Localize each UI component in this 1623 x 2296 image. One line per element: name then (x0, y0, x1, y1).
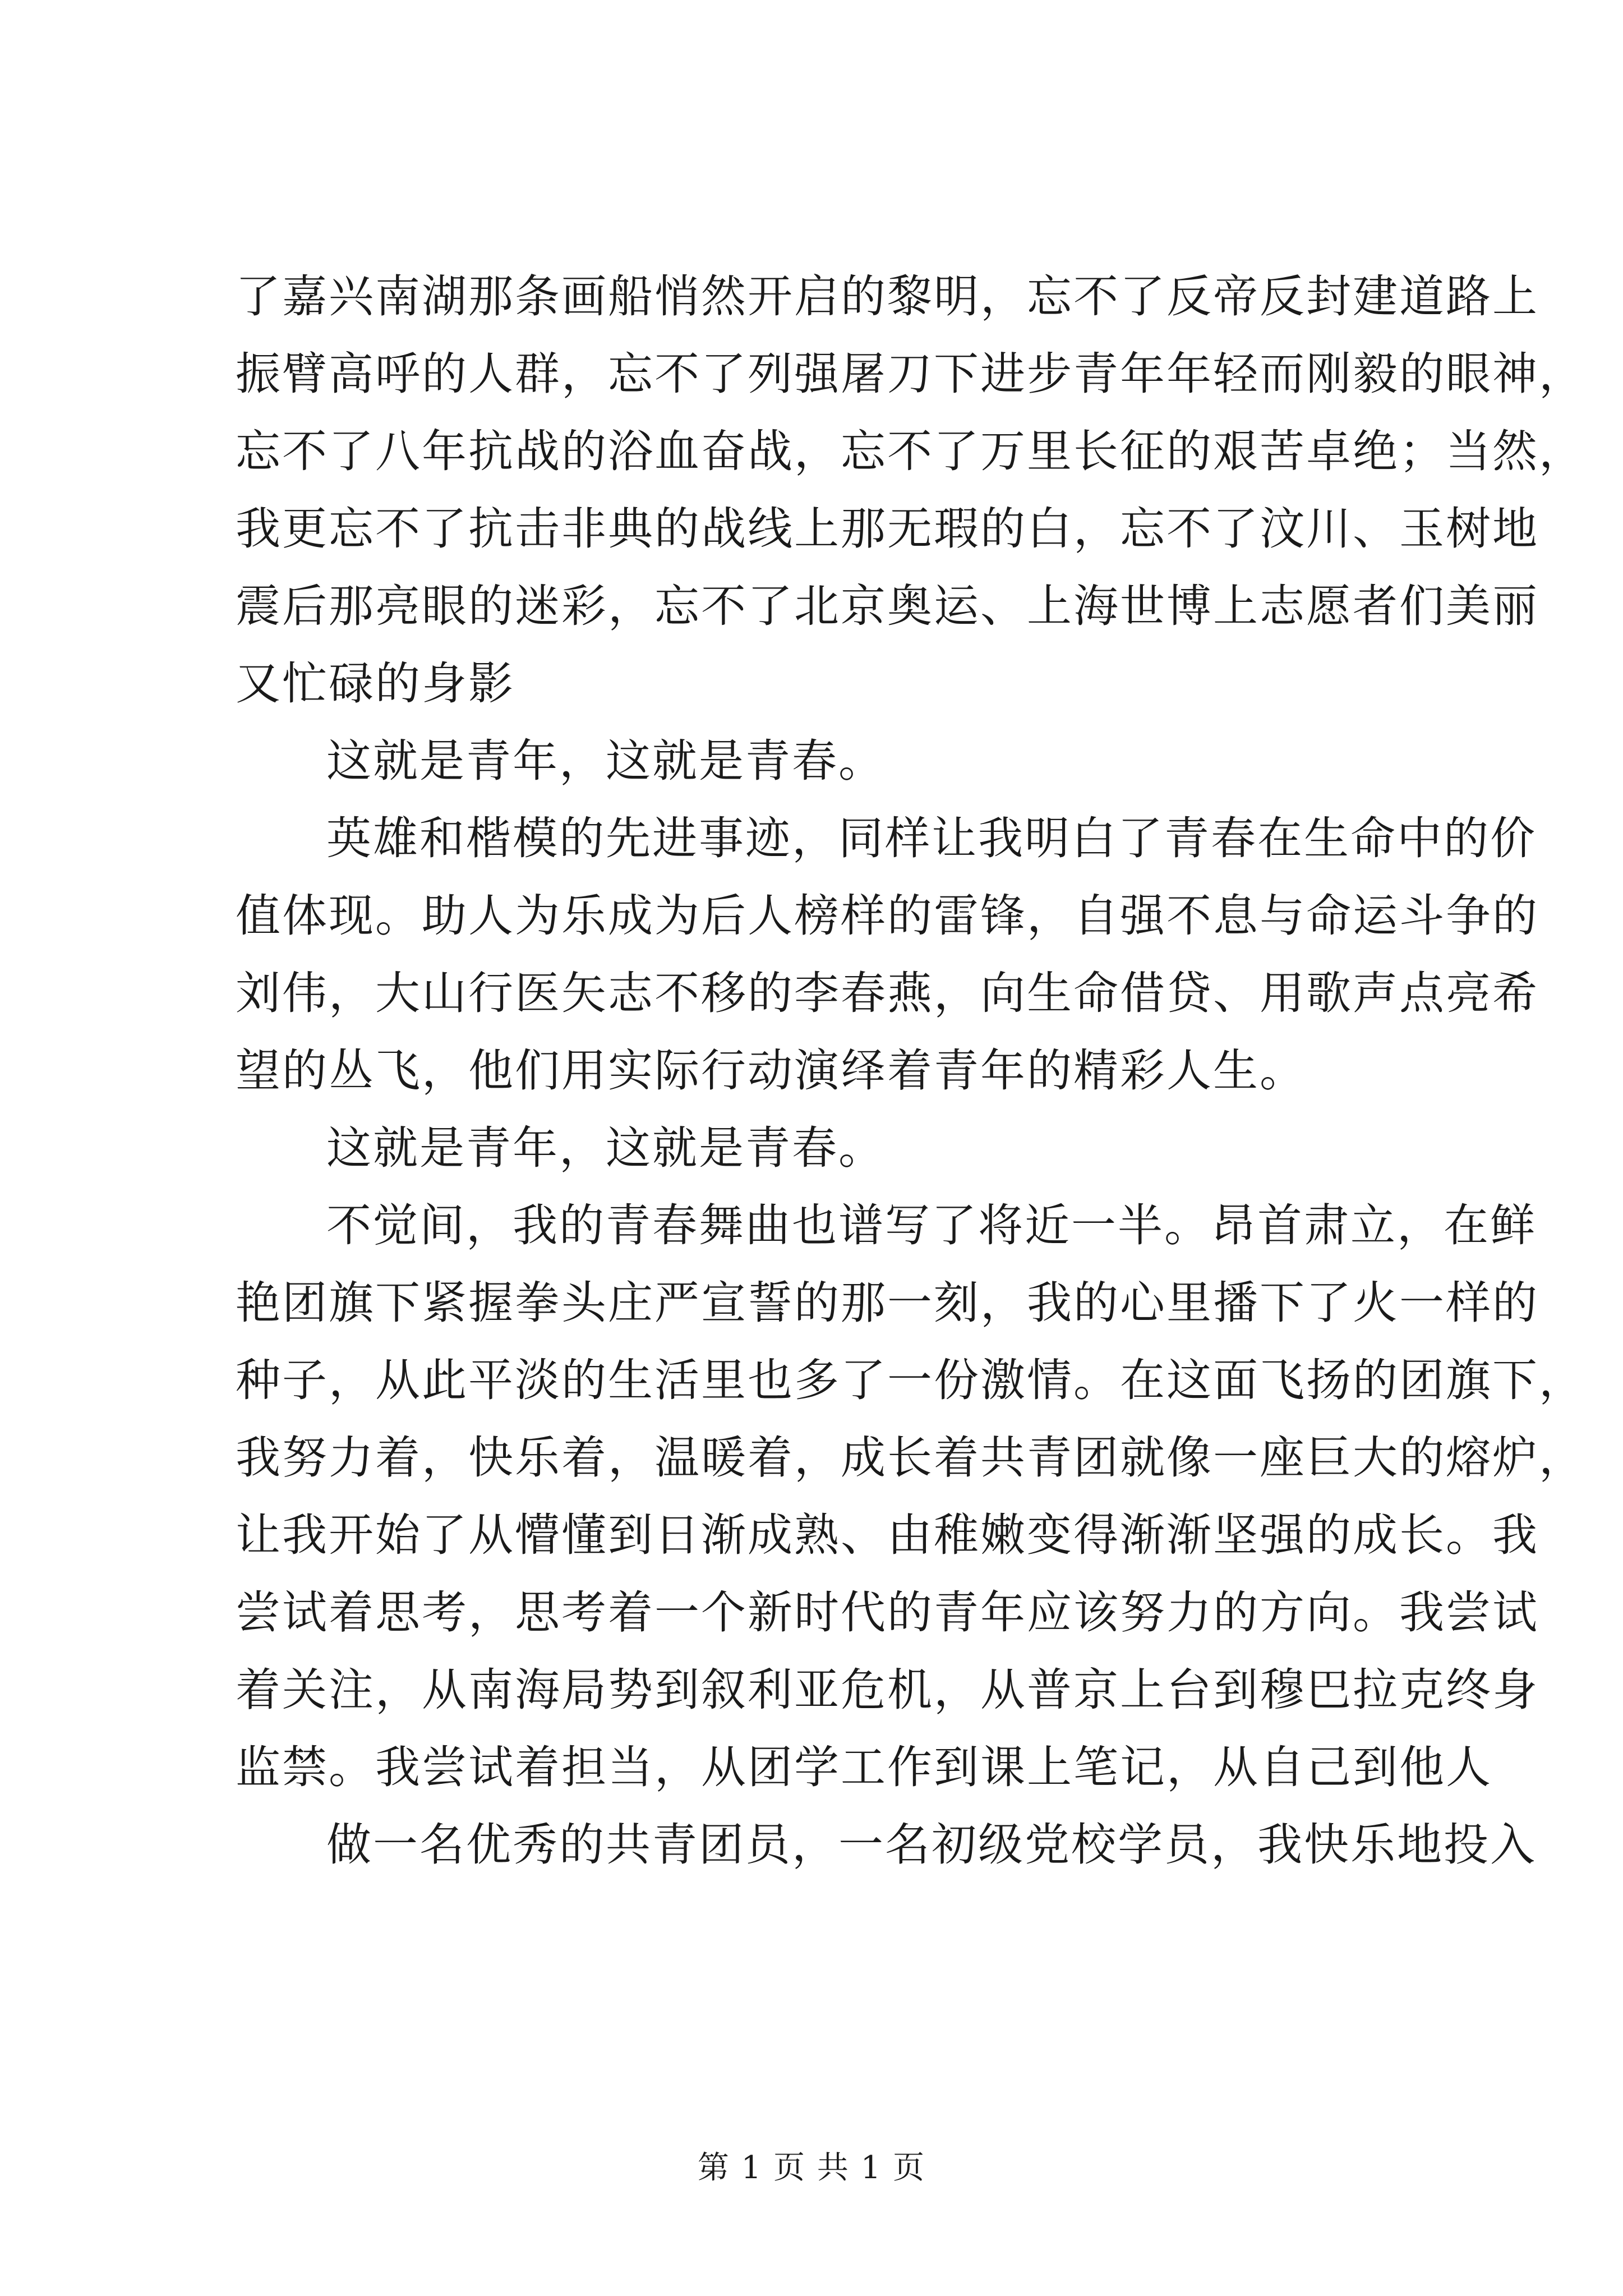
text-line: 忘不了八年抗战的浴血奋战，忘不了万里长征的艰苦卓绝；当然， (236, 425, 1585, 477)
text-line: 艳团旗下紧握拳头庄严宣誓的那一刻，我的心里播下了火一样的 (236, 1277, 1539, 1329)
text-line: 不觉间，我的青春舞曲也谱写了将近一半。昂首肃立，在鲜 (326, 1199, 1537, 1251)
text-line: 振臂高呼的人群，忘不了列强屠刀下进步青年年轻而刚毅的眼神， (236, 348, 1585, 400)
text-line: 让我开始了从懵懂到日渐成熟、由稚嫩变得渐渐坚强的成长。我 (236, 1509, 1539, 1561)
text-line: 我努力着，快乐着，温暖着，成长着共青团就像一座巨大的熔炉， (236, 1432, 1585, 1484)
text-line: 望的丛飞，他们用实际行动演绎着青年的精彩人生。 (236, 1045, 1306, 1097)
text-line: 我更忘不了抗击非典的战线上那无瑕的白，忘不了汶川、玉树地 (236, 503, 1539, 555)
text-line: 了嘉兴南湖那条画船悄然开启的黎明，忘不了反帝反封建道路上 (236, 270, 1539, 323)
text-line: 又忙碌的身影 (236, 657, 515, 710)
text-line: 这就是青年，这就是青春。 (326, 735, 885, 787)
text-line: 这就是青年，这就是青春。 (326, 1122, 885, 1174)
text-line: 种子，从此平淡的生活里也多了一份激情。在这面飞扬的团旗下， (236, 1354, 1585, 1406)
text-line: 值体现。助人为乐成为后人榜样的雷锋，自强不息与命运斗争的 (236, 890, 1539, 942)
body-text (236, 258, 1585, 1884)
text-line: 做一名优秀的共青团员，一名初级党校学员，我快乐地投入 (326, 1819, 1537, 1871)
text-line: 尝试着思考，思考着一个新时代的青年应该努力的方向。我尝试 (236, 1586, 1539, 1639)
text-line: 着关注，从南海局势到叙利亚危机，从普京上台到穆巴拉克终身 (236, 1664, 1539, 1716)
text-line: 监禁。我尝试着担当，从团学工作到课上笔记，从自己到他人 (236, 1741, 1492, 1793)
text-line: 刘伟，大山行医矢志不移的李春燕，向生命借贷、用歌声点亮希 (236, 967, 1539, 1019)
text-line: 震后那亮眼的迷彩，忘不了北京奥运、上海世博上志愿者们美丽 (236, 580, 1539, 632)
text-line: 英雄和楷模的先进事迹，同样让我明白了青春在生命中的价 (326, 812, 1537, 864)
page-footer: 第 1 页 共 1 页 (697, 2150, 926, 2186)
